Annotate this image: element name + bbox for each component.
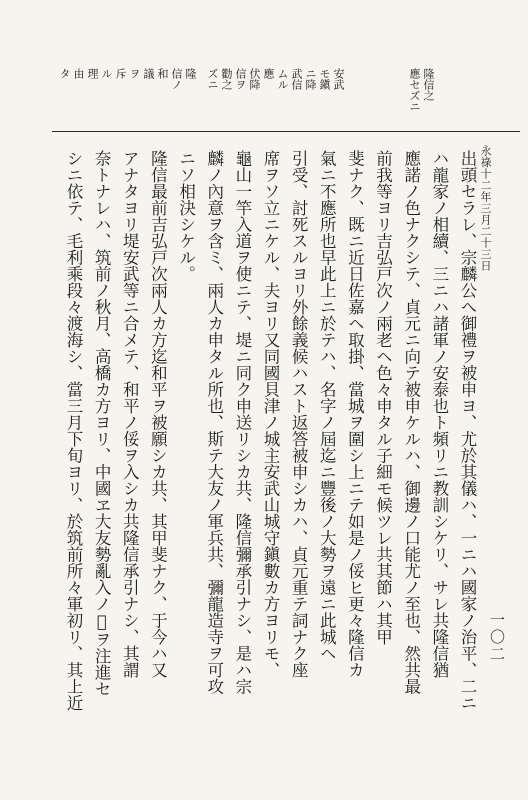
text-line: 隆信最前吉弘戸次兩人カ方迄和平ヲ被願シカ共、其甲斐ナク、于今ハ又: [148, 150, 168, 678]
headnote-line: モ鎭: [318, 68, 331, 90]
page-number: 一〇二: [488, 612, 506, 663]
text-line: 麟ノ內意ヲ含ミ、兩人カ申タル所也、斯テ大友ノ軍兵共、彌龍造寺ヲ可攻: [204, 150, 224, 695]
headnote-line: 信ヲ: [234, 68, 247, 90]
headnote-line: タ: [58, 68, 71, 79]
headnote-line: 斥: [114, 68, 127, 79]
text-line: シニ依テ、毛利乘段々渡海シ、當三月下旬ヨリ、於筑前所々軍初リ、其上近: [64, 150, 83, 711]
text-line: アナタヨリ堤安武等ニ合メテ、和平ノ俀ヲ入シカ共隆信承引ナシ、其謂: [120, 150, 140, 678]
headnote-line: ヲ: [128, 68, 141, 79]
headnote-line: 伏降: [248, 68, 261, 90]
headnote-line: 勸之: [220, 68, 233, 90]
headnote-line: ル: [100, 68, 113, 79]
headnote-line: ニ降: [304, 68, 317, 90]
text-line: 席ヲソ立ニケル、夫ヨリ又同國貝津ノ城主安武山城守鎭數カ方ヨリモ、: [260, 150, 280, 678]
headnote-line: 和: [156, 68, 169, 79]
text-line: 龜山一竿入道ヲ使ニテ、堤ニ同ク申送リシカ共、隆信彌承引ナシ、是ハ宗: [232, 150, 252, 695]
text-line: ハ龍家ノ相續、三ニハ諸軍ノ安泰也ト頻リニ教訓シケリ、サレ共隆信猶: [429, 150, 449, 678]
headnote-line: 應セズニ: [408, 68, 421, 112]
headnote-left: [58, 68, 196, 90]
text-line: ニソ相決シケル。: [176, 150, 196, 282]
header-rule: [52, 131, 520, 132]
headnote-line: 武信: [290, 68, 303, 90]
headnote-line: 安武: [332, 68, 345, 90]
headnote-line: 信ノ: [170, 68, 183, 90]
text-line: 氣ニ不應所也早此上ニ於テハ、名字ノ屆迄ニ豐後ノ大勢ヲ遠ニ此城ヘ: [317, 150, 337, 662]
headnote-line: 隆: [184, 68, 197, 79]
text-line: 前我等ヨリ吉弘戸次ノ兩老ヘ色々申タル子細モ候ツレ共其節ハ其甲: [373, 150, 393, 645]
headnote-right: [408, 68, 434, 112]
headnote-line: 應: [262, 68, 275, 79]
headnote-line: ムル: [276, 68, 289, 90]
body-text: [60, 150, 480, 770]
headnote-line: 隆信之: [422, 68, 435, 101]
text-line: 斐ナク、既ニ近日佐嘉ヘ取掛、當城ヲ圍シ上ニテ如是ノ俀ヒ更々隆信カ: [345, 150, 365, 678]
headnote-line: ズニ: [206, 68, 219, 90]
headnote-line: 由: [72, 68, 85, 79]
text-line: 奈トナレハ、筑前ノ秋月、高橋カ方ヨリ、中國ヱ大友勢亂入ノ𫝂ヲ注進セ: [92, 150, 112, 697]
text-line: 出頭セラレ、宗麟公へ御禮ヲ被申ヨ、尤於其儀ハ、一ニハ國家ノ治平、二ニ: [457, 150, 477, 711]
text-line: 引受、討死スルヨリ外餘義候ハスト返答被申シカハ、貞元重テ詞ナク座: [289, 150, 309, 678]
date-line: 永祿十二年三月二十三日: [479, 145, 492, 272]
text-line: 應諾ノ色ナクシテ、貞元ニ向テ被申ケルハ、御邊ノ口能尤ノ至也、然共最: [401, 150, 421, 695]
headnote-middle: [206, 68, 344, 90]
headnote-line: 理: [86, 68, 99, 79]
headnote-line: 議: [142, 68, 155, 79]
